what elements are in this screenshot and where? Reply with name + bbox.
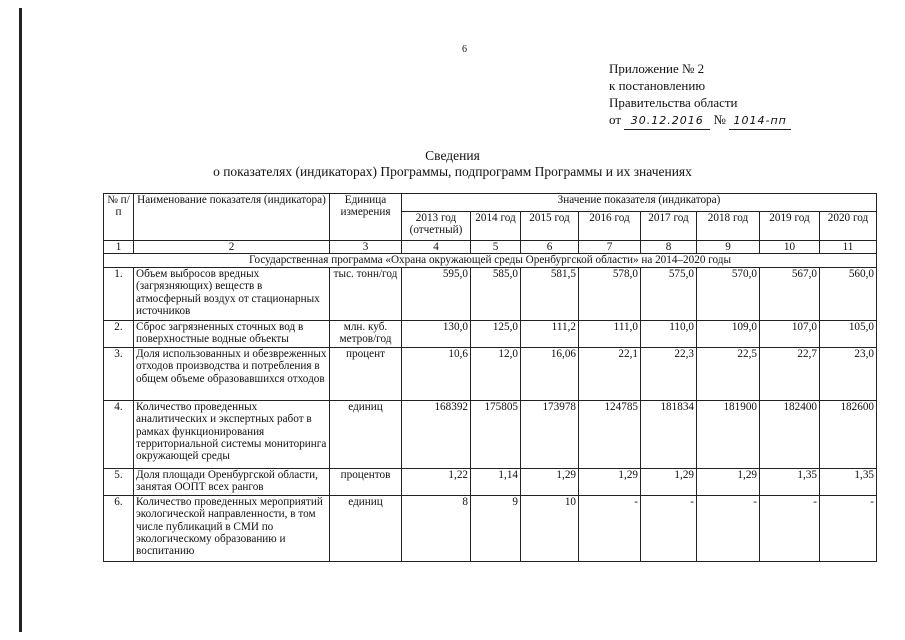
- indicator-value: 595,0: [402, 267, 471, 320]
- indicator-value: 9: [471, 495, 521, 561]
- indicator-value: 16,06: [521, 347, 579, 400]
- header-year: 2018 год: [697, 212, 760, 241]
- indicator-value: 1,35: [760, 468, 820, 495]
- handwritten-number: 1014-пп: [729, 112, 791, 130]
- handwritten-date: 30.12.2016: [624, 112, 710, 130]
- column-number: 3: [330, 241, 402, 254]
- indicator-value: -: [820, 495, 877, 561]
- document-subtitle: о показателях (индикаторах) Программы, подпрограмм Программы и их значениях: [213, 164, 692, 179]
- header-num: № п/п: [104, 194, 134, 241]
- appendix-line-3: Правительства области: [609, 95, 738, 110]
- indicator-value: 182400: [760, 400, 820, 468]
- column-number: 5: [471, 241, 521, 254]
- date-prefix: от: [609, 112, 622, 127]
- indicator-value: 1,35: [820, 468, 877, 495]
- page-number: 6: [462, 44, 467, 55]
- column-number: 2: [134, 241, 330, 254]
- indicator-value: -: [760, 495, 820, 561]
- column-number: 11: [820, 241, 877, 254]
- indicator-value: 109,0: [697, 320, 760, 347]
- row-number: 6.: [104, 495, 134, 561]
- indicator-value: 10: [521, 495, 579, 561]
- indicator-unit: единиц: [330, 400, 402, 468]
- indicator-unit: тыс. тонн/год: [330, 267, 402, 320]
- header-name: Наименование показателя (индикатора): [134, 194, 330, 241]
- indicator-value: -: [641, 495, 697, 561]
- number-prefix: №: [713, 112, 726, 127]
- column-number: 7: [579, 241, 641, 254]
- indicator-value: 110,0: [641, 320, 697, 347]
- indicator-value: 111,0: [579, 320, 641, 347]
- indicator-value: 578,0: [579, 267, 641, 320]
- indicator-value: 173978: [521, 400, 579, 468]
- indicator-value: 12,0: [471, 347, 521, 400]
- header-year: 2017 год: [641, 212, 697, 241]
- row-number: 2.: [104, 320, 134, 347]
- indicator-value: 130,0: [402, 320, 471, 347]
- appendix-line-1: Приложение № 2: [609, 61, 705, 76]
- indicator-unit: единиц: [330, 495, 402, 561]
- header-year: 2019 год: [760, 212, 820, 241]
- indicator-value: 105,0: [820, 320, 877, 347]
- indicator-value: 175805: [471, 400, 521, 468]
- table-row: [104, 347, 877, 400]
- row-number: 3.: [104, 347, 134, 400]
- program-title-row: [104, 254, 877, 267]
- column-number: 1: [104, 241, 134, 254]
- indicator-value: 124785: [579, 400, 641, 468]
- table-row: [104, 400, 877, 468]
- binding-margin-line: [19, 8, 22, 632]
- indicator-value: 125,0: [471, 320, 521, 347]
- column-number-row: [104, 241, 877, 254]
- indicator-name: Доля использованных и обезвреженных отходов производства и потребления в общем объеме образовавшихся отходов: [134, 347, 330, 400]
- header-row-1: [104, 194, 877, 212]
- indicator-value: 1,29: [641, 468, 697, 495]
- indicator-value: 585,0: [471, 267, 521, 320]
- indicator-value: 581,5: [521, 267, 579, 320]
- indicator-value: 1,29: [579, 468, 641, 495]
- header-year: 2013 год (отчетный): [402, 212, 471, 241]
- indicator-value: 22,3: [641, 347, 697, 400]
- column-number: 10: [760, 241, 820, 254]
- indicator-value: 567,0: [760, 267, 820, 320]
- indicator-value: 1,29: [521, 468, 579, 495]
- program-title: Государственная программа «Охрана окружающей среды Оренбургской области» на 2014–2020 годы: [104, 254, 877, 267]
- header-unit: Единица измерения: [330, 194, 402, 241]
- header-value-group: Значение показателя (индикатора): [402, 194, 877, 212]
- indicator-name: Количество проведенных мероприятий экологической направленности, в том числе публикаций в СМИ по экологическому образованию и воспитанию: [134, 495, 330, 561]
- indicator-name: Доля площади Оренбургской области, занятая ООПТ всех рангов: [134, 468, 330, 495]
- table-row: [104, 267, 877, 320]
- row-number: 4.: [104, 400, 134, 468]
- indicator-value: 22,5: [697, 347, 760, 400]
- indicator-value: -: [579, 495, 641, 561]
- indicator-value: 181900: [697, 400, 760, 468]
- appendix-date-line: [609, 111, 791, 130]
- indicator-value: 560,0: [820, 267, 877, 320]
- indicator-value: 182600: [820, 400, 877, 468]
- indicator-value: 1,22: [402, 468, 471, 495]
- appendix-block: [609, 60, 791, 130]
- indicator-value: 1,14: [471, 468, 521, 495]
- row-number: 1.: [104, 267, 134, 320]
- indicator-value: 168392: [402, 400, 471, 468]
- column-number: 9: [697, 241, 760, 254]
- table-row: [104, 468, 877, 495]
- header-year: 2020 год: [820, 212, 877, 241]
- indicator-unit: процент: [330, 347, 402, 400]
- table-row: [104, 320, 877, 347]
- indicator-value: 111,2: [521, 320, 579, 347]
- indicator-value: 1,29: [697, 468, 760, 495]
- row-number: 5.: [104, 468, 134, 495]
- column-number: 4: [402, 241, 471, 254]
- indicators-table: [103, 193, 877, 562]
- indicator-value: 575,0: [641, 267, 697, 320]
- indicator-value: 10,6: [402, 347, 471, 400]
- indicator-value: 181834: [641, 400, 697, 468]
- table-row: [104, 495, 877, 561]
- column-number: 8: [641, 241, 697, 254]
- header-year: 2016 год: [579, 212, 641, 241]
- indicator-name: Количество проведенных аналитических и экспертных работ в рамках функционирования территориальной системы мониторинга окружающей среды: [134, 400, 330, 468]
- indicator-name: Объем выбросов вредных (загрязняющих) веществ в атмосферный воздух от стационарных источников: [134, 267, 330, 320]
- indicator-value: -: [697, 495, 760, 561]
- indicator-value: 107,0: [760, 320, 820, 347]
- header-year: 2014 год: [471, 212, 521, 241]
- indicator-value: 22,7: [760, 347, 820, 400]
- indicator-name: Сброс загрязненных сточных вод в поверхностные водные объекты: [134, 320, 330, 347]
- header-year: 2015 год: [521, 212, 579, 241]
- indicator-value: 8: [402, 495, 471, 561]
- indicator-unit: млн. куб. метров/год: [330, 320, 402, 347]
- indicator-value: 22,1: [579, 347, 641, 400]
- indicator-unit: процентов: [330, 468, 402, 495]
- appendix-line-2: к постановлению: [609, 78, 706, 93]
- indicator-value: 23,0: [820, 347, 877, 400]
- indicator-value: 570,0: [697, 267, 760, 320]
- document-title: Сведения: [425, 148, 480, 163]
- column-number: 6: [521, 241, 579, 254]
